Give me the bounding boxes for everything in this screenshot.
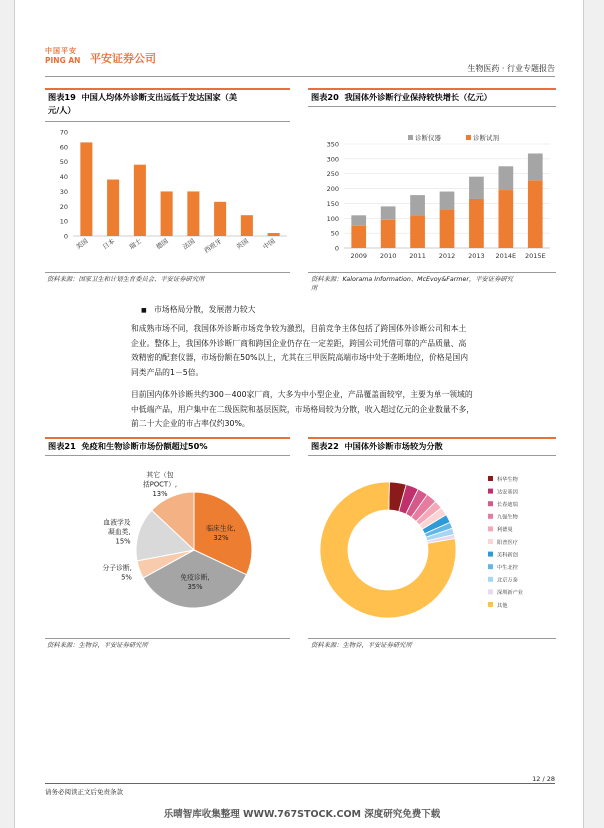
fig20-bar-segment [381, 220, 396, 248]
fig20-bar-segment [528, 180, 543, 248]
fig19-bar [268, 233, 280, 236]
fig21-title-rule [45, 455, 290, 456]
logo-chinese: 中国平安 [45, 47, 77, 55]
fig20-bar-segment [381, 206, 396, 219]
fig21-slice-label: 临床生化, [206, 524, 236, 533]
fig19-bottom-rule [45, 272, 290, 273]
fig19-bar [187, 191, 199, 236]
fig19-title [48, 91, 293, 117]
fig20-number: 图表20 [311, 92, 339, 102]
fig19-bar [80, 142, 92, 236]
paragraph-1 [131, 322, 561, 380]
paragraph-2-line: 前二十大企业的市占率仅约30%。 [131, 419, 250, 428]
fig19-ytick-label: 40 [59, 173, 68, 182]
fig21-slice-label: 15% [115, 537, 131, 546]
fig19-ytick-label: 0 [63, 232, 68, 241]
paragraph-2 [131, 388, 561, 432]
fig22-legend-swatch [488, 514, 493, 519]
footer-divider [45, 783, 555, 784]
fig22-legend-swatch [488, 589, 493, 594]
company-name: 平安证券公司 [90, 52, 156, 65]
fig19-category-label: 瑞士 [127, 237, 144, 252]
fig21-slice-label: 32% [213, 534, 229, 543]
fig20-ytick-label: 50 [330, 229, 339, 238]
fig19-title-line2: 元/人） [48, 105, 76, 115]
fig22-legend-label: 科华生物 [497, 476, 518, 483]
fig21-slice-label: 35% [187, 583, 203, 592]
logo-english: PING AN [45, 56, 81, 65]
fig20-bar-segment [440, 192, 455, 210]
fig20-bar-segment [410, 195, 425, 215]
fig19-top-rule [45, 88, 290, 90]
fig22-legend-label: 深圳新产业 [497, 590, 523, 597]
fig19-ytick-label: 30 [59, 187, 68, 196]
paragraph-2-line: 中低端产品，用户集中在二级医院和基层医院，市场格局较为分散，收入超过亿元的企业数量不多， [131, 404, 475, 414]
paragraph-1-line: 企业。整体上，我国体外诊断厂商和跨国企业仍存在一定差距，跨国公司凭借可靠的产品质量、高 [131, 338, 467, 348]
fig20-stacked-bar-chart [308, 124, 558, 270]
fig19-category-label: 法国 [181, 237, 197, 252]
fig20-source [311, 275, 513, 293]
fig22-title [311, 440, 559, 453]
fig19-ytick-label: 60 [59, 143, 68, 152]
fig20-bar-segment [351, 226, 366, 248]
fig19-category-label: 日本 [101, 237, 117, 252]
fig20-legend-label: 诊断仪器 [415, 134, 441, 142]
fig21-slice-label: 分子诊断, [102, 564, 132, 573]
fig20-top-rule [308, 88, 556, 90]
paragraph-2-line: 目前国内体外诊断共约300－400家厂商，大多为中小型企业，产品覆盖面较窄，主要为单一领域的 [131, 390, 473, 399]
fig20-bar-segment [469, 199, 484, 248]
fig20-ytick-label: 200 [326, 185, 339, 194]
bullet-icon: ■ [141, 307, 147, 314]
paragraph-1-line: 同类产品的1－5倍。 [131, 367, 204, 377]
section-heading [141, 303, 255, 319]
fig21-title-text: 免疫和生物诊断市场份额超过50% [81, 441, 208, 451]
fig20-category-label: 2012 [438, 252, 456, 260]
section-heading-text: 市场格局分散，发展潜力较大 [154, 305, 256, 314]
fig19-bar [214, 202, 226, 236]
fig19-bar-chart [45, 124, 295, 270]
fig19-number: 图表19 [48, 92, 76, 102]
fig20-bar-segment [499, 190, 514, 248]
report-page [14, 0, 584, 828]
fig20-category-label: 2009 [350, 252, 367, 260]
fig21-top-rule [45, 437, 290, 439]
fig20-category-label: 2010 [379, 252, 397, 260]
fig20-legend-swatch [408, 135, 413, 140]
fig21-source: 资料来源：生物谷，平安证券研究所 [47, 642, 148, 649]
fig20-bar-segment [469, 177, 484, 199]
fig19-ytick-label: 50 [59, 158, 68, 167]
fig19-title-rule [45, 121, 290, 122]
fig20-ytick-label: 250 [326, 170, 339, 179]
fig20-bar-segment [528, 154, 543, 181]
fig19-category-label: 英国 [234, 237, 251, 252]
fig19-category-label: 中国 [261, 237, 277, 252]
paragraph-1-line: 和成熟市场不同，我国体外诊断市场竞争较为激烈，目前竞争主体包括了跨国体外诊断公司和本土 [131, 324, 467, 333]
header-divider [45, 76, 555, 77]
fig20-category-label: 2015E [524, 252, 546, 260]
fig20-bar-segment [499, 166, 514, 190]
fig19-source: 资料来源：国家卫生和计划生育委员会、平安证券研究所 [47, 276, 205, 283]
fig22-legend-label: 美科新创 [497, 552, 518, 559]
fig21-number: 图表21 [48, 441, 76, 451]
watermark: 乐晴智库收集整理 WWW.767STOCK.COM 深度研究免费下载 [163, 809, 441, 820]
fig19-ytick-label: 70 [59, 128, 68, 137]
fig20-bar-segment [351, 215, 366, 225]
fig20-ytick-label: 300 [326, 155, 339, 164]
fig22-legend-label: 北京万泰 [497, 577, 518, 584]
fig22-title-text: 中国体外诊断市场较为分散 [344, 441, 443, 451]
fig22-legend-swatch [488, 526, 493, 531]
fig22-legend-swatch [488, 552, 493, 557]
fig20-category-label: 2014E [495, 252, 517, 260]
fig20-legend-label: 诊断试剂 [473, 134, 499, 142]
fig22-legend-label: 其他 [497, 602, 508, 609]
paragraph-1-line: 效精密的配套仪器，市场份额在50%以上，尤其在三甲医院高端市场中处于垄断地位，价格是国内 [131, 353, 468, 362]
fig22-source: 资料来源：生物谷，平安证券研究所 [311, 642, 412, 649]
fig21-slice-label: 血液学及 [103, 518, 131, 527]
fig22-number: 图表22 [311, 441, 339, 451]
fig19-ytick-label: 20 [59, 202, 68, 211]
fig22-legend-swatch [488, 577, 493, 582]
fig19-title-line1: 中国人均体外诊断支出远低于发达国家（美 [81, 92, 238, 102]
fig22-legend-label: 达安基因 [497, 489, 518, 496]
fig21-slice-label: 13% [152, 490, 168, 498]
fig20-ytick-label: 150 [326, 199, 339, 208]
fig20-bar-segment [410, 215, 425, 248]
fig22-bottom-rule [308, 638, 556, 639]
fig20-title-rule [308, 106, 556, 107]
report-type: 生物医药 · 行业专题报告 [467, 64, 555, 73]
fig21-pie-chart [45, 458, 295, 634]
fig19-category-label: 德国 [154, 237, 170, 252]
fig19-ytick-label: 10 [59, 217, 68, 226]
fig21-slice-label: 免疫诊断, [180, 573, 210, 582]
fig20-title-text: 我国体外诊断行业保持较快增长（亿元） [344, 92, 492, 102]
fig22-legend-label: 中生北控 [497, 565, 518, 571]
fig19-bar [161, 191, 173, 236]
fig22-title-rule [308, 455, 556, 456]
fig20-ytick-label: 100 [326, 214, 339, 223]
fig20-category-label: 2013 [468, 252, 485, 260]
fig21-slice-label: 其它（包 [146, 471, 174, 479]
fig22-legend-label: 长春迪瑞 [497, 502, 518, 508]
fig21-slice-label: 括POCT）, [142, 480, 178, 489]
fig19-category-label: 美国 [74, 237, 90, 252]
fig22-legend-swatch [488, 501, 493, 506]
fig20-ytick-label: 350 [326, 140, 339, 149]
fig20-bottom-rule [308, 272, 556, 273]
fig19-category-label: 西班牙 [202, 237, 224, 255]
fig20-source-line1: 资料来源：Kalorama Information、McEvoy&Farmer，平安证券研究 [311, 276, 513, 283]
page-number: 12 / 28 [532, 775, 555, 783]
fig22-legend-label: 九强生物 [497, 514, 518, 521]
disclaimer: 请务必阅读正文后免责条款 [45, 788, 123, 796]
fig22-legend-swatch [488, 602, 493, 607]
fig22-legend-swatch [488, 489, 493, 494]
fig21-title [48, 440, 293, 453]
fig22-legend-swatch [488, 476, 493, 481]
fig20-source-line2: 所 [311, 285, 318, 292]
fig21-slice-label: 凝血类, [108, 528, 131, 537]
fig20-category-label: 2011 [409, 252, 426, 260]
fig20-bar-segment [440, 209, 455, 248]
fig21-slice-label: 5% [121, 573, 132, 582]
fig19-bar [107, 180, 119, 236]
fig20-legend-swatch [466, 135, 471, 140]
fig22-legend-label: 利德曼 [497, 527, 513, 534]
fig22-legend-swatch [488, 539, 493, 544]
fig20-ytick-label: 0 [334, 244, 339, 253]
fig19-bar [134, 165, 146, 236]
fig22-legend-label: 阳普医疗 [497, 539, 518, 546]
fig22-legend-swatch [488, 564, 493, 569]
fig20-title [311, 91, 559, 104]
fig22-top-rule [308, 437, 556, 439]
fig21-bottom-rule [45, 638, 290, 639]
fig19-bar [241, 215, 253, 236]
fig22-donut-chart [308, 458, 558, 634]
